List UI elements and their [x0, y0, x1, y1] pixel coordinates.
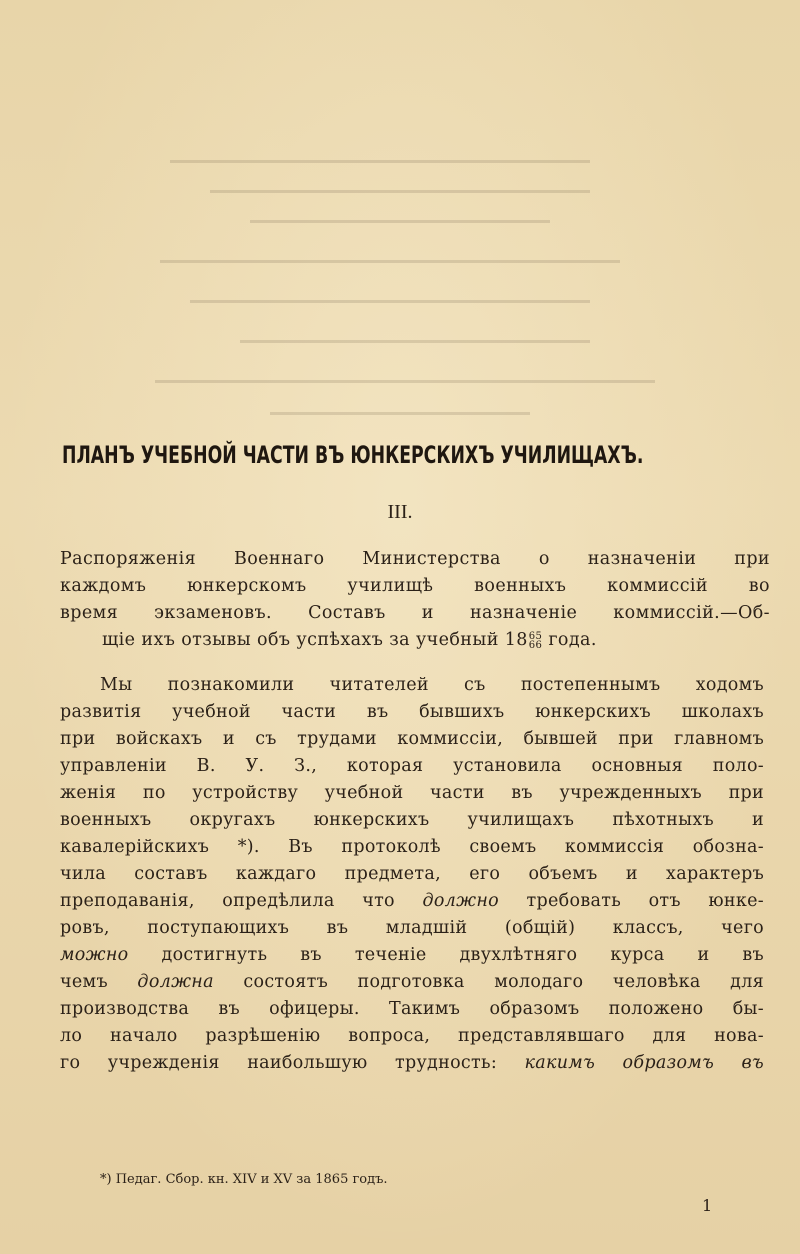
body-line: военныхъ округахъ юнкерскихъ училищахъ пѣхотныхъ и — [60, 810, 764, 830]
section-number: III. — [387, 501, 413, 523]
body-text-span: требовать отъ юнке- — [498, 891, 765, 911]
fraction-top: 65 — [528, 630, 543, 642]
page-title: ПЛАНЪ УЧЕБНОЙ ЧАСТИ ВЪ ЮНКЕРСКИХЪ УЧИЛИЩАХЪ. — [62, 441, 644, 469]
body-line: кавалерійскихъ *). Въ протоколѣ своемъ коммиссія обозна- — [60, 837, 764, 857]
fraction-bottom: 66 — [528, 639, 543, 651]
body-line: развитія учебной части въ бывшихъ юнкерскихъ школахъ — [60, 702, 764, 722]
italic-emphasis: должна — [137, 972, 214, 992]
body-text — [60, 672, 764, 1077]
page-number: 1 — [702, 1196, 713, 1215]
body-line — [60, 1050, 764, 1077]
academic-year-fraction — [529, 632, 543, 650]
body-text-span: состоятъ подготовка молодаго человѣка для — [213, 972, 764, 992]
body-line: ровъ, поступающихъ въ младшій (общій) классъ, чего — [60, 918, 764, 938]
body-text-span: го учрежденія наибольшую трудность: — [60, 1053, 525, 1073]
italic-emphasis: должно — [422, 891, 499, 911]
body-line — [60, 888, 764, 915]
footnote: *) Педаг. Сбор. кн. XIV и XV за 1865 годъ. — [100, 1172, 388, 1187]
body-line: ло начало разрѣшенію вопроса, представлявшаго для нова- — [60, 1026, 764, 1046]
summary-last-text-after: года. — [548, 630, 597, 650]
chapter-summary — [60, 546, 770, 654]
body-line: чила составъ каждаго предмета, его объемъ и характеръ — [60, 864, 764, 884]
body-line — [60, 969, 764, 996]
body-line — [60, 942, 764, 969]
bleed-through-texture — [150, 150, 690, 430]
body-text-span: преподаванія, опредѣлила что — [60, 891, 423, 911]
body-text-span: достигнуть въ теченіе двухлѣтняго курса и въ — [128, 945, 764, 965]
italic-emphasis: можно — [60, 945, 129, 965]
summary-last-text: щіе ихъ отзывы объ успѣхахъ за учебный 18 — [102, 630, 528, 650]
italic-emphasis: какимъ образомъ въ — [524, 1053, 764, 1073]
body-line: производства въ офицеры. Такимъ образомъ положено бы- — [60, 999, 764, 1019]
body-line: женія по устройству учебной части въ учрежденныхъ при — [60, 783, 764, 803]
body-line: Мы познакомили читателей съ постепеннымъ ходомъ — [100, 675, 764, 695]
body-text-span: чемъ — [60, 972, 138, 992]
summary-line-last — [60, 627, 770, 654]
body-line: управленіи В. У. З., которая установила основныя поло- — [60, 756, 764, 776]
summary-line: время экзаменовъ. Составъ и назначеніе коммиссій.—Об- — [60, 603, 770, 623]
summary-line: каждомъ юнкерскомъ училищѣ военныхъ коммиссій во — [60, 576, 770, 596]
body-line: при войскахъ и съ трудами коммиссіи, бывшей при главномъ — [60, 729, 764, 749]
summary-line: Распоряженія Военнаго Министерства о назначеніи при — [60, 549, 770, 569]
